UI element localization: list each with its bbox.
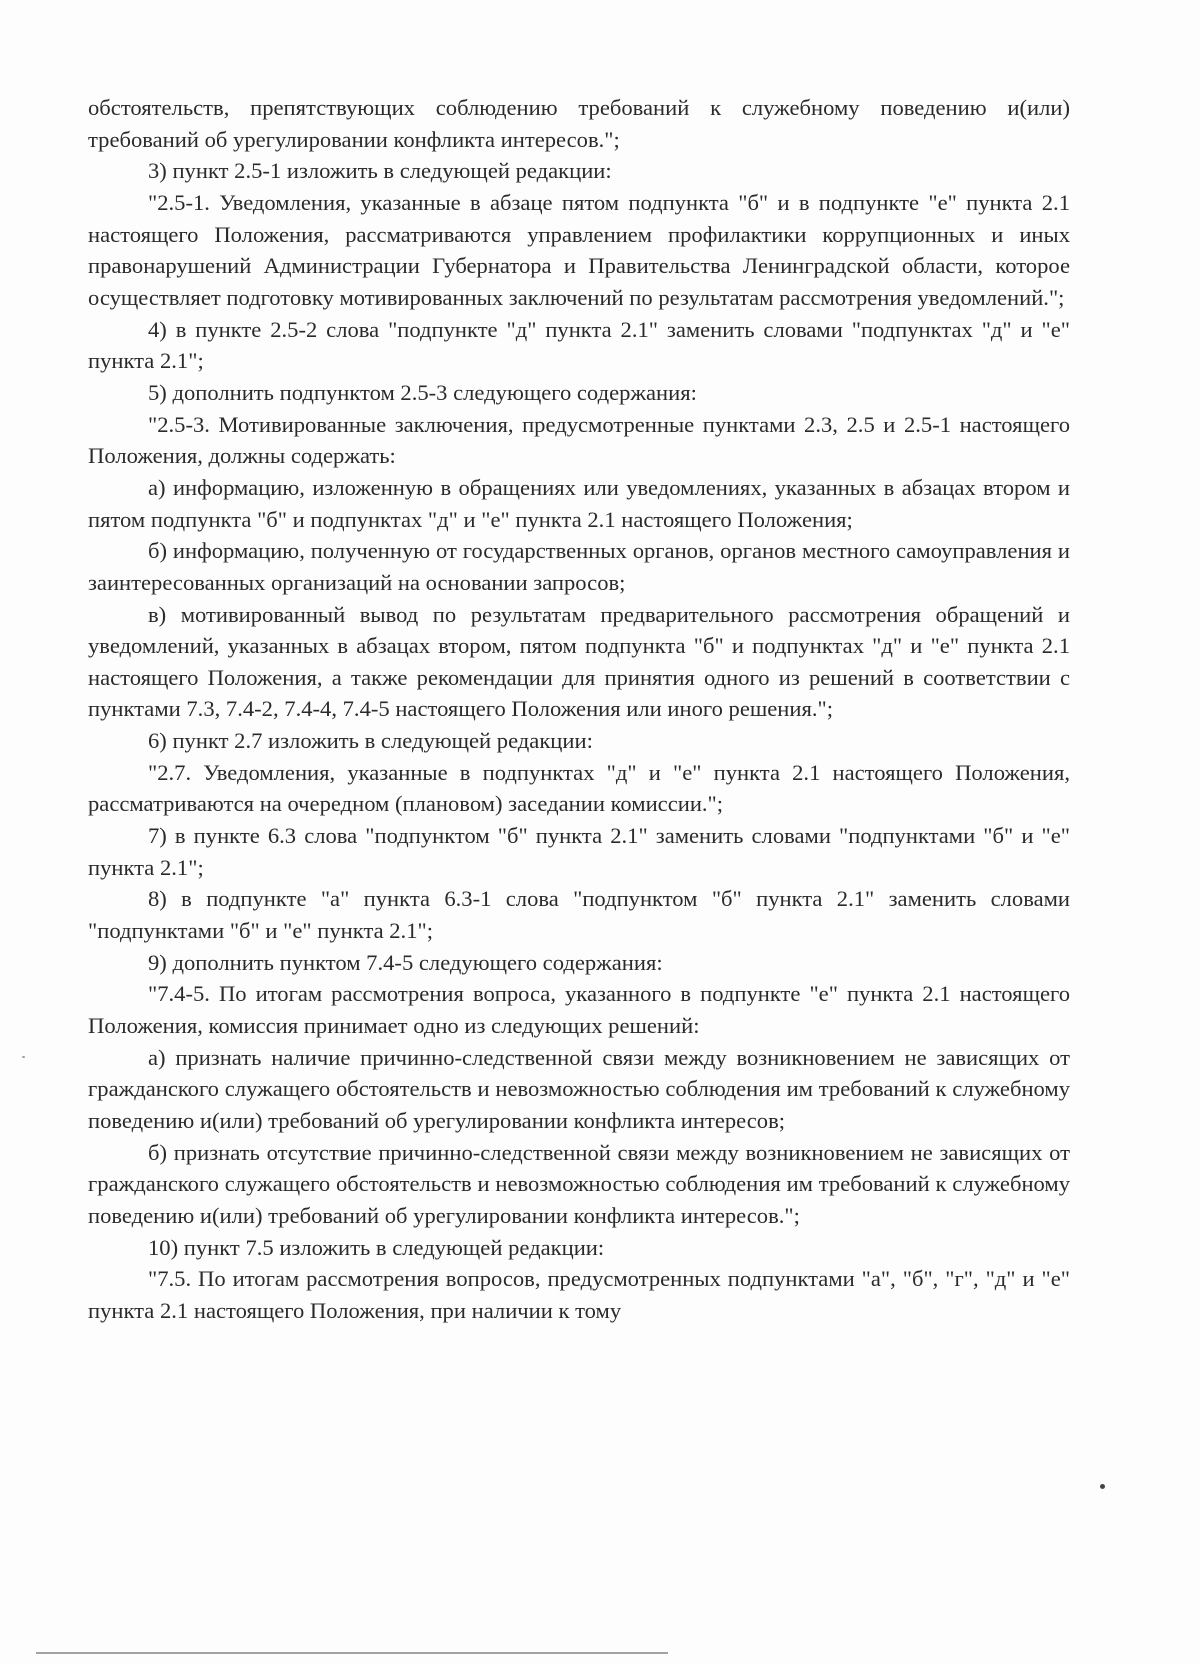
paragraph-item-7: 7) в пункте 6.3 слова "подпунктом "б" пункта 2.1" заменить словами "подпунктами "б" и "е" пункта 2.1";: [88, 823, 1070, 880]
paragraph-item-8: 8) в подпункте "а" пункта 6.3-1 слова "подпунктом "б" пункта 2.1" заменить словами "подпунктами "б" и "е" пункта 2.1";: [88, 886, 1070, 944]
scan-speck: [22, 1056, 25, 1058]
paragraph-7-4-5: "7.4-5. По итогам рассмотрения вопроса, указанного в подпункте "е" пункта 2.1 настоящего Положения, комиссия принимает одно из следующих решений:: [88, 981, 1070, 1039]
document-body: [88, 92, 1070, 1327]
paragraph-item-5: 5) дополнить подпунктом 2.5-3 следующего содержания:: [148, 379, 697, 405]
paragraph-7-4-5-b: б) признать отсутствие причинно-следственной связи между возникновением не зависящих от гражданского служащего обстоятельств и невозможностью соблюдения им требований к служебному поведению и(или) требований об урегулировании конфликта интересов.";: [88, 1139, 1070, 1228]
paragraph-7-5: "7.5. По итогам рассмотрения вопросов, предусмотренных подпунктами "а", "б", "г", "д" и "е" пункта 2.1 настоящего Положения, при наличии к тому: [88, 1266, 1070, 1323]
paragraph-item-3: 3) пункт 2.5-1 изложить в следующей редакции:: [148, 158, 612, 184]
paragraph-2-5-3-b: б) информацию, полученную от государственных органов, органов местного самоуправления и заинтересованных организаций на основании запросов;: [88, 538, 1070, 595]
paragraph-2-5-3-v: в) мотивированный вывод по результатам предварительного рассмотрения обращений и уведомлений, указанных в абзацах втором, пятом подпункта "б" и подпунктах "д" и "е" пункта 2.1 настоящего Положения, а также рекомендации для принятия одного из решений в соответствии с пунктами 7.3, 7.4-2, 7.4-4, 7.4-5 настоящего Положения или иного решения.";: [88, 601, 1070, 722]
paragraph-2-5-1: "2.5-1. Уведомления, указанные в абзаце пятом подпункта "б" и в подпункте "е" пункта 2.1 настоящего Положения, рассматриваются управлением профилактики коррупционных и иных правонарушений Администрации Губернатора и Правительства Ленинградской области, которое осуществляет подготовку мотивированных заключений по результатам рассмотрения уведомлений.";: [88, 189, 1070, 310]
paragraph-item-10: 10) пункт 7.5 изложить в следующей редакции:: [148, 1234, 605, 1260]
paragraph-item-9: 9) дополнить пунктом 7.4-5 следующего содержания:: [148, 949, 663, 975]
paragraph-2-7: "2.7. Уведомления, указанные в подпунктах "д" и "е" пункта 2.1 настоящего Положения, рассматриваются на очередном (плановом) заседании комиссии.";: [88, 759, 1070, 817]
bottom-scan-line: [36, 1652, 668, 1654]
paragraph-continuation: обстоятельств, препятствующих соблюдению требований к служебному поведению и(или) требований об урегулировании конфликта интересов.";: [88, 95, 1070, 152]
paragraph-7-4-5-a: а) признать наличие причинно-следственной связи между возникновением не зависящих от гражданского служащего обстоятельств и невозможностью соблюдения им требований к служебному поведению и(или) требований об урегулировании конфликта интересов;: [88, 1044, 1070, 1133]
paragraph-item-4: 4) в пункте 2.5-2 слова "подпункте "д" пункта 2.1" заменить словами "подпунктах "д" и "е" пункта 2.1";: [88, 316, 1070, 374]
paragraph-2-5-3: "2.5-3. Мотивированные заключения, предусмотренные пунктами 2.3, 2.5 и 2.5-1 настоящего Положения, должны содержать:: [88, 411, 1070, 469]
paragraph-item-6: 6) пункт 2.7 изложить в следующей редакции:: [148, 728, 593, 754]
paragraph-2-5-3-a: а) информацию, изложенную в обращениях или уведомлениях, указанных в абзацах втором и пятом подпункта "б" и подпунктах "д" и "е" пункта 2.1 настоящего Положения;: [88, 474, 1070, 532]
scan-speck: [1100, 1484, 1105, 1489]
